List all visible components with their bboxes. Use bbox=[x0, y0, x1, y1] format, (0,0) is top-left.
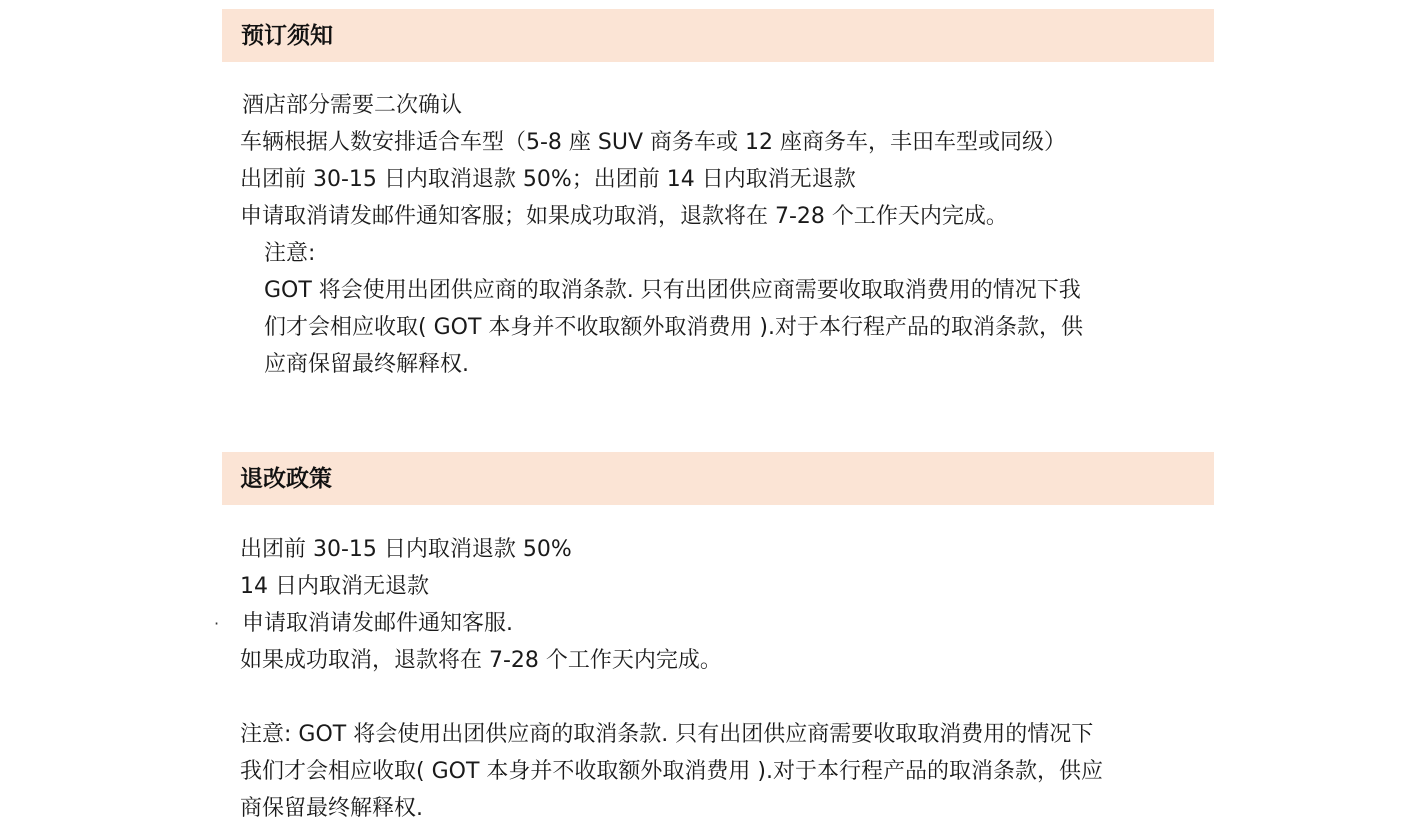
policy-line: 如果成功取消，退款将在 7-28 个工作天内完成。 bbox=[240, 648, 722, 673]
booking-note-detail-line: 应商保留最终解释权. bbox=[264, 352, 469, 377]
policy-line: 申请取消请发邮件通知客服. bbox=[242, 611, 513, 636]
booking-note-detail-line: GOT 将会使用出团供应商的取消条款. 只有出团供应商需要收取取消费用的情况下我 bbox=[264, 278, 1081, 303]
booking-notes-header bbox=[222, 9, 1214, 62]
policy-line: 14 日内取消无退款 bbox=[240, 574, 429, 599]
cancellation-policy-title: 退改政策 bbox=[240, 466, 332, 492]
bullet-dot: · bbox=[214, 614, 220, 633]
booking-note-label: 注意: bbox=[264, 241, 316, 266]
booking-note-line: 出团前 30-15 日内取消退款 50%；出团前 14 日内取消无退款 bbox=[240, 167, 856, 192]
policy-note-line: 注意: GOT 将会使用出团供应商的取消条款. 只有出团供应商需要收取取消费用的情况下 bbox=[240, 722, 1094, 747]
booking-notes-title: 预订须知 bbox=[241, 23, 333, 49]
policy-line: 出团前 30-15 日内取消退款 50% bbox=[240, 537, 572, 562]
cancellation-policy-header bbox=[222, 452, 1214, 505]
booking-note-line: 酒店部分需要二次确认 bbox=[242, 93, 463, 118]
policy-note-line: 我们才会相应收取( GOT 本身并不收取额外取消费用 ).对于本行程产品的取消条款，供应 bbox=[240, 759, 1103, 784]
booking-note-detail-line: 们才会相应收取( GOT 本身并不收取额外取消费用 ).对于本行程产品的取消条款，供 bbox=[264, 315, 1083, 340]
booking-note-line: 申请取消请发邮件通知客服；如果成功取消，退款将在 7-28 个工作天内完成。 bbox=[240, 204, 1008, 229]
policy-note-line: 商保留最终解释权. bbox=[240, 796, 423, 819]
booking-note-line: 车辆根据人数安排适合车型（5-8 座 SUV 商务车或 12 座商务车，丰田车型或同级） bbox=[240, 130, 1067, 155]
